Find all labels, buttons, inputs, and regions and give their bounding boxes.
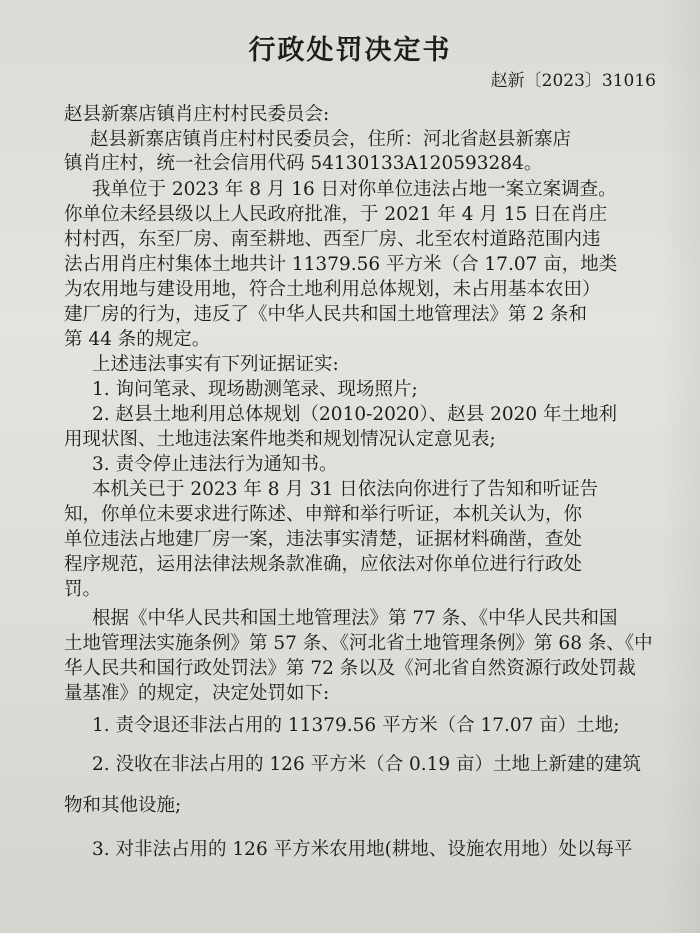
text-line: 上述违法事实有下列证据证实: <box>92 354 339 375</box>
text-line: 单位违法占地建厂房一案，违法事实清楚，证据材料确凿，查处 <box>64 529 583 550</box>
text-line: 量基准》的规定，决定处罚如下: <box>64 683 330 704</box>
text-line: 知，你单位未要求进行陈述、申辩和举行听证，本机关认为，你 <box>64 504 583 525</box>
text-line: 我单位于 2023 年 8 月 16 日对你单位违法占地一案立案调查。 <box>92 179 617 200</box>
text-line: 根据《中华人民共和国土地管理法》第 77 条、《中华人民共和国 <box>92 608 618 629</box>
text-line: 程序规范，运用法律法规条款准确，应依法对你单位进行行政处 <box>64 554 583 575</box>
text-line: 2. 没收在非法占用的 126 平方米（合 0.19 亩）土地上新建的建筑 <box>92 754 642 775</box>
text-line: 赵县新寨店镇肖庄村村民委员会，住所：河北省赵县新寨店 <box>90 129 572 150</box>
text-line: 你单位未经县级以上人民政府批准，于 2021 年 4 月 15 日在肖庄 <box>64 204 608 225</box>
text-line: 1. 询问笔录、现场勘测笔录、现场照片; <box>92 379 418 400</box>
text-line: 1. 责令退还非法占用的 11379.56 平方米（合 17.07 亩）土地; <box>92 715 620 736</box>
text-line: 土地管理法实施条例》第 57 条、《河北省土地管理条例》第 68 条、《中 <box>64 633 653 654</box>
text-line: 赵县新寨店镇肖庄村村民委员会: <box>64 104 330 125</box>
text-line: 为农用地与建设用地，符合土地利用总体规划，未占用基本农田） <box>64 279 601 300</box>
text-line: 第 44 条的规定。 <box>64 329 211 350</box>
document-title: 行政处罚决定书 <box>248 35 452 66</box>
text-line: 3. 责令停止违法行为通知书。 <box>92 454 338 475</box>
text-line: 建厂房的行为，违反了《中华人民共和国土地管理法》第 2 条和 <box>64 304 588 325</box>
text-line: 3. 对非法占用的 126 平方米农用地(耕地、设施农用地）处以每平 <box>92 839 633 860</box>
text-line: 华人民共和国行政处罚法》第 72 条以及《河北省自然资源行政处罚裁 <box>64 658 636 679</box>
text-line: 物和其他设施; <box>64 795 182 816</box>
text-line: 镇肖庄村，统一社会信用代码 54130133A120593284。 <box>64 153 543 174</box>
text-line: 法占用肖庄村集体土地共计 11379.56 平方米（合 17.07 亩，地类 <box>64 254 618 275</box>
document-number: 赵新〔2023〕31016 <box>490 71 656 91</box>
text-line: 村村西，东至厂房、南至耕地、西至厂房、北至农村道路范围内违 <box>64 229 601 250</box>
page-edge-shadow <box>660 0 700 933</box>
text-line: 罚。 <box>64 579 102 600</box>
text-line: 本机关已于 2023 年 8 月 31 日依法向你进行了告知和听证告 <box>92 479 599 500</box>
text-line: 2. 赵县土地利用总体规划（2010-2020）、赵县 2020 年土地利 <box>92 404 618 425</box>
text-line: 用现状图、土地违法案件地类和规划情况认定意见表; <box>64 429 496 450</box>
